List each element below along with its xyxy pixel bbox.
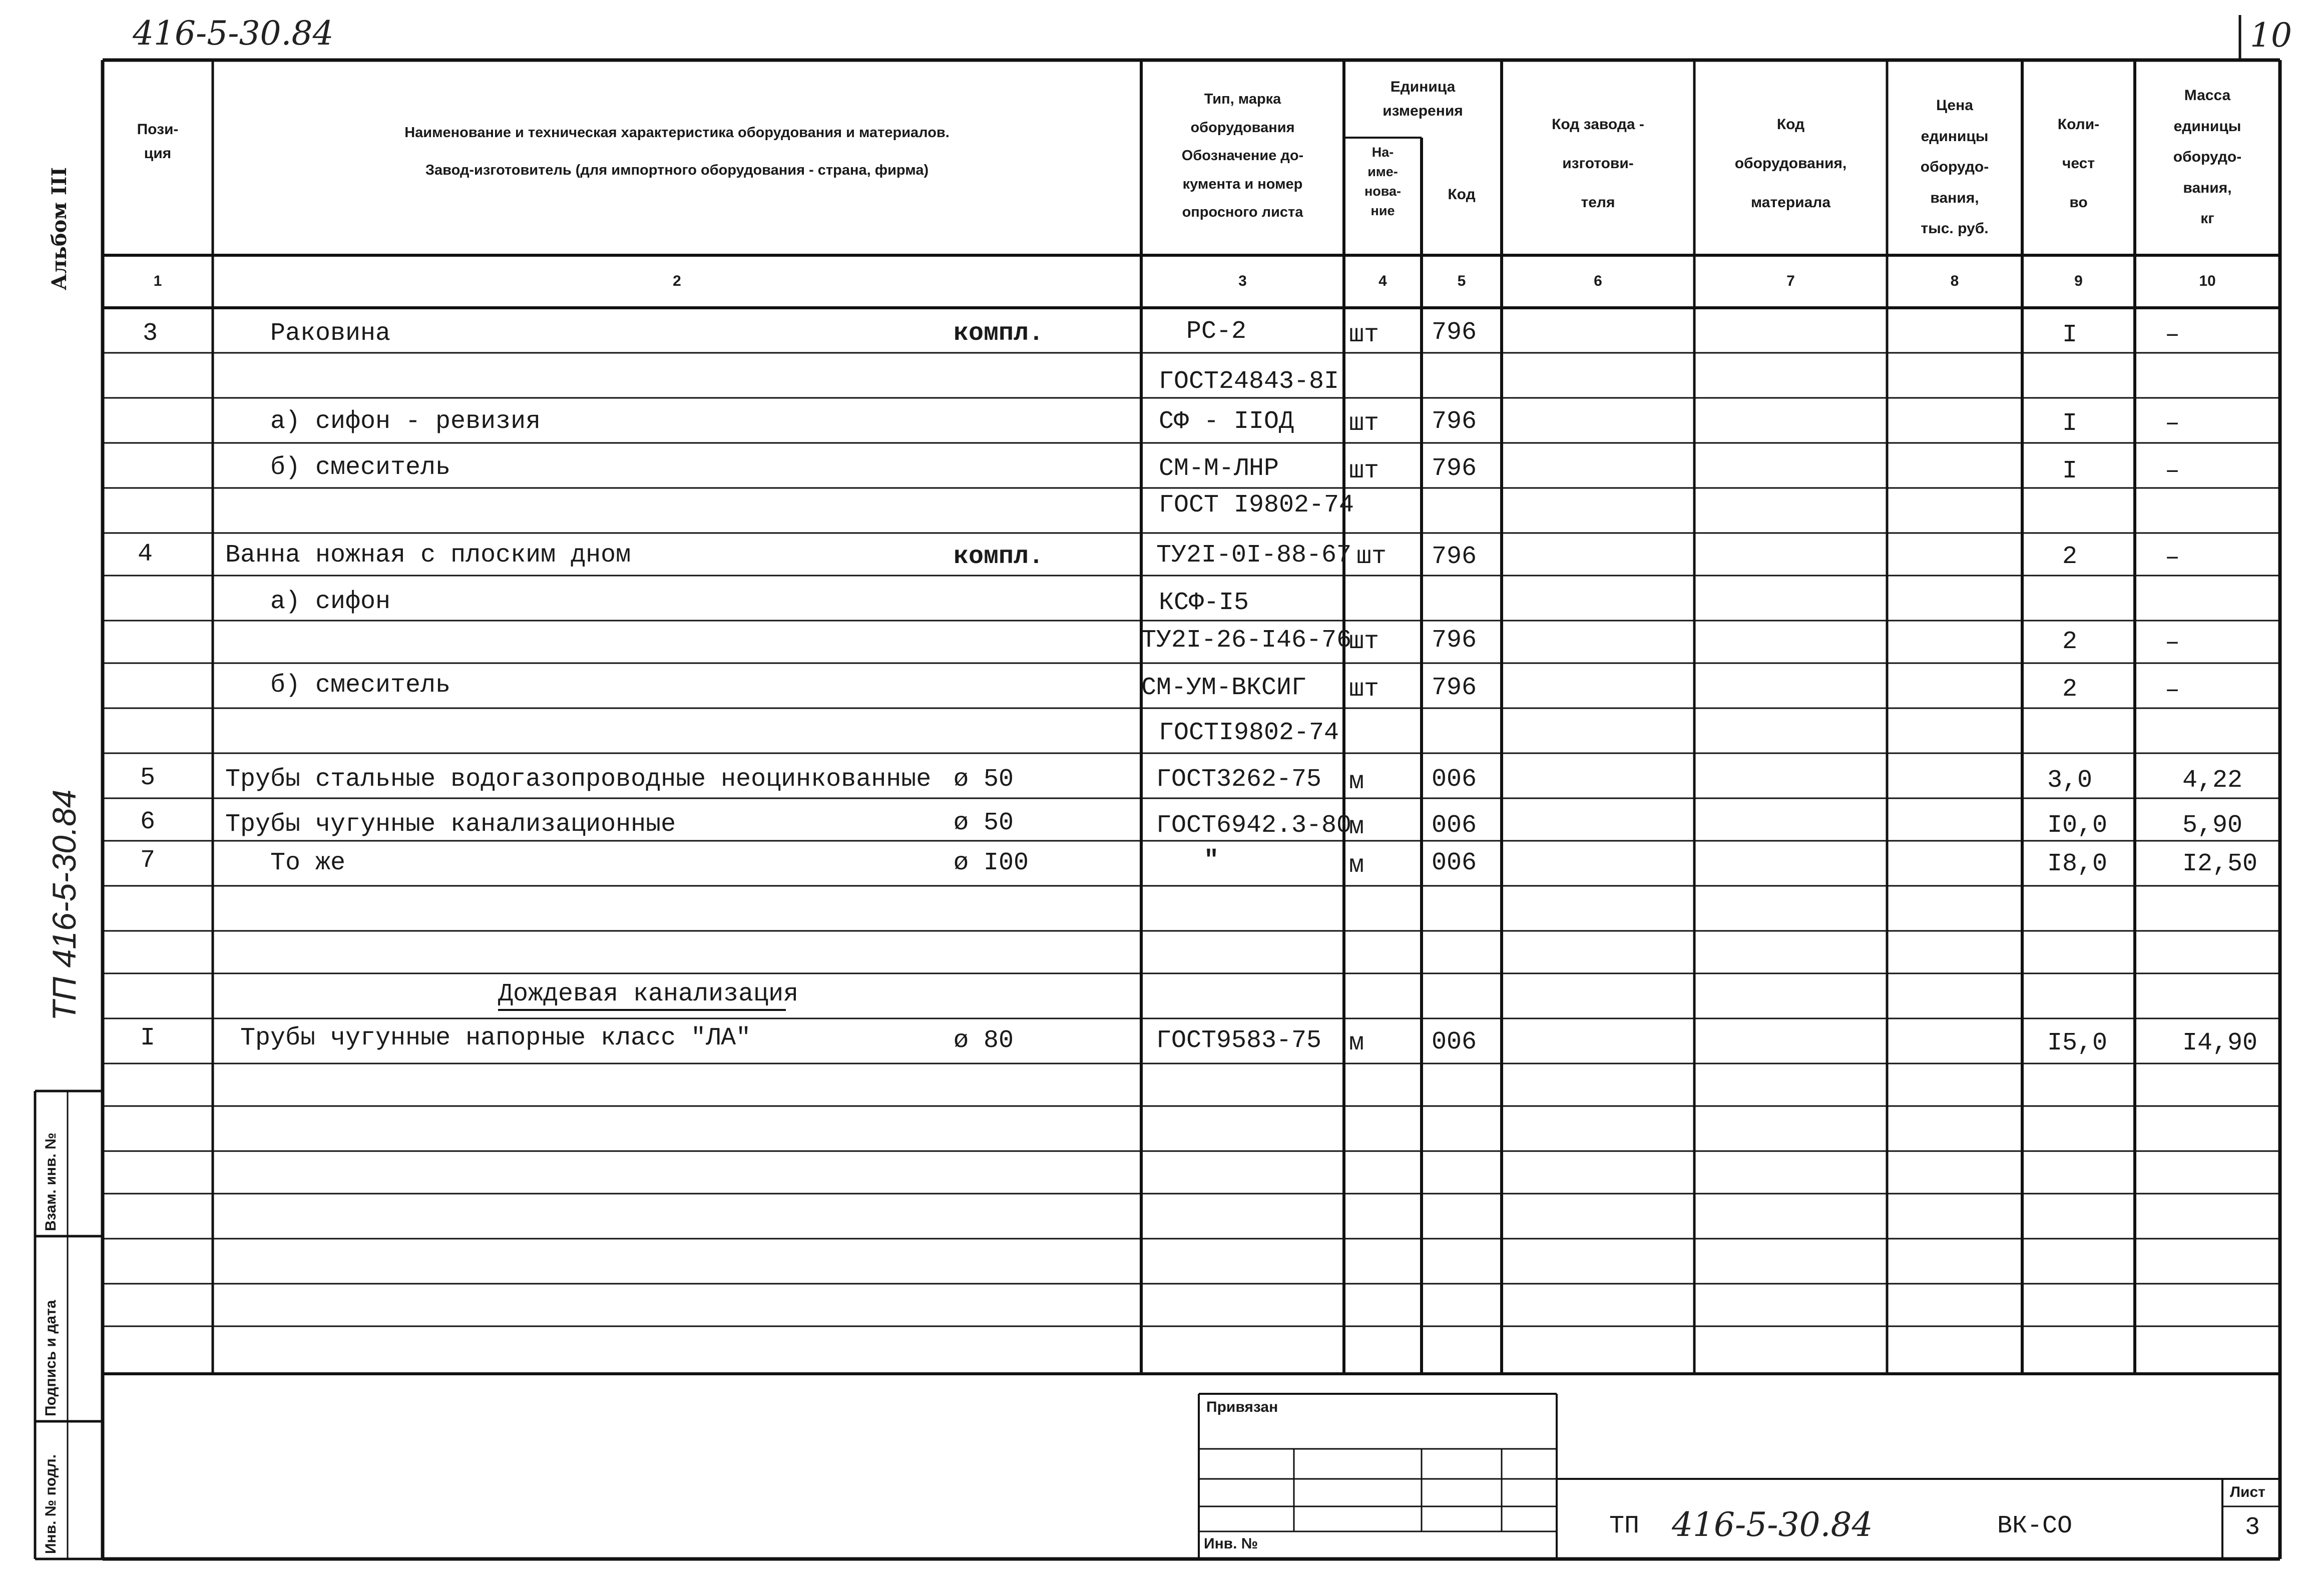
stamp-replace-inv: Взам. инв. №: [43, 1133, 59, 1231]
header-unit-code: Код: [1448, 186, 1476, 203]
row-type: ГОСТ6942.3-80: [1156, 811, 1352, 840]
header-factory-code: Код завода - изготови- теля: [1552, 116, 1644, 211]
album-label: Альбом III: [48, 167, 71, 290]
row-code: 006: [1432, 765, 1477, 794]
stamp-privyazan: Привязан: [1206, 1399, 1278, 1415]
row-qty: 2: [2062, 628, 2078, 656]
row-mass: –: [2165, 409, 2180, 438]
header-price: Цена единицы оборудо- вания, тыс. руб.: [1920, 97, 1989, 237]
header-type-mark: Тип, марка оборудования Обозначение до- кумента и номер опросного листа: [1181, 91, 1304, 221]
row-mass: –: [2165, 676, 2180, 705]
row-unit: м: [1349, 1029, 1364, 1057]
header-unit-mass: Масса единицы оборудо- вания, кг: [2173, 87, 2242, 227]
header-position: Пози- ция: [137, 121, 179, 162]
stamp-inv-no: Инв. №: [1204, 1535, 1258, 1552]
row-type: КСФ-I5: [1159, 589, 1249, 617]
row-unit: м: [1349, 851, 1364, 880]
row-extra: ø 50: [954, 765, 1014, 794]
row-mass: –: [2165, 629, 2180, 657]
row-unit: шт: [1349, 628, 1379, 656]
row-unit: шт: [1349, 321, 1379, 349]
header-material-code: Код оборудования, материала: [1734, 116, 1847, 211]
section-heading: Дождевая канализация: [498, 980, 799, 1008]
row-extra: компл.: [954, 319, 1044, 348]
column-number: 3: [1238, 273, 1247, 289]
row-qty: I: [2062, 457, 2078, 485]
header-unit-group: Единица измерения: [1382, 79, 1463, 119]
column-number: 9: [2074, 273, 2083, 289]
row-code: 796: [1432, 674, 1477, 702]
title-tp: ТП: [1609, 1512, 1640, 1540]
column-number: 2: [673, 273, 681, 289]
row-unit: шт: [1349, 675, 1379, 704]
row-mass: 5,90: [2182, 811, 2243, 840]
header-unit-name: На- име- нова- ние: [1364, 145, 1402, 219]
title-mark: ВК-СО: [1997, 1512, 2073, 1540]
column-number: 10: [2199, 273, 2216, 289]
row-code: 796: [1432, 626, 1477, 655]
row-qty: I: [2062, 321, 2078, 349]
row-qty: 2: [2062, 543, 2078, 571]
row-name: б) смеситель: [270, 671, 451, 700]
row-type-ditto: ": [1204, 846, 1219, 875]
row-mass: –: [2165, 544, 2180, 572]
row-code: 796: [1432, 543, 1477, 571]
column-number: 8: [1950, 273, 1959, 289]
row-qty: I: [2062, 409, 2078, 438]
row-name: а) сифон: [270, 588, 391, 616]
header-quantity: Коли- чест во: [2057, 116, 2100, 211]
row-unit: м: [1349, 768, 1364, 796]
row-type: СМ-УМ-ВКСИГ: [1141, 674, 1307, 702]
row-position: 3: [143, 319, 158, 348]
row-name: Трубы чугунные канализационные: [225, 810, 676, 839]
row-name: Раковина: [270, 319, 391, 348]
row-unit: м: [1349, 813, 1364, 841]
column-number: 5: [1457, 273, 1466, 289]
row-type: СМ-М-ЛНР: [1159, 454, 1279, 483]
row-unit: шт: [1349, 409, 1379, 438]
column-number: 1: [153, 273, 162, 289]
row-extra: ø 50: [954, 809, 1014, 837]
row-type: ГОСТ3262-75: [1156, 765, 1322, 794]
column-number: 6: [1594, 273, 1602, 289]
row-name: Трубы стальные водогазопроводные неоцинкованные: [225, 765, 932, 794]
row-name: б) смеситель: [270, 453, 451, 482]
page-number: 10: [2250, 16, 2292, 55]
row-code: 006: [1432, 849, 1477, 877]
side-document-code: ТП 416-5-30.84: [46, 789, 83, 1021]
row-position: 5: [140, 764, 156, 792]
row-position: I: [140, 1024, 156, 1052]
row-qty: 3,0: [2047, 766, 2093, 795]
row-unit: шт: [1349, 457, 1379, 485]
row-qty: I5,0: [2047, 1029, 2108, 1057]
row-mass: 4,22: [2182, 766, 2243, 795]
stamp-inv-original: Инв. № подл.: [43, 1454, 59, 1554]
column-number: 7: [1786, 273, 1795, 289]
row-type: ТУ2I-0I-88-67: [1156, 541, 1352, 570]
stamp-signature-date: Подпись и дата: [43, 1300, 59, 1416]
row-code: 006: [1432, 1028, 1477, 1056]
row-extra: ø 80: [954, 1026, 1014, 1055]
row-qty: 2: [2062, 675, 2078, 704]
row-extra: компл.: [954, 543, 1044, 571]
row-name: а) сифон - ревизия: [270, 407, 541, 436]
row-code: 796: [1432, 318, 1477, 347]
row-type: РС-2: [1186, 317, 1247, 346]
row-name: Ванна ножная с плоским дном: [225, 541, 631, 570]
row-position: 6: [140, 808, 156, 836]
row-type: ТУ2I-26-I46-76: [1141, 626, 1352, 655]
row-name: Трубы чугунные напорные класс "ЛА": [240, 1024, 751, 1052]
row-code: 796: [1432, 454, 1477, 483]
row-mass: I2,50: [2182, 850, 2258, 878]
row-type: ГОСТ I9802-74: [1159, 491, 1354, 519]
document-code-top: 416-5-30.84: [133, 14, 334, 53]
row-qty: I8,0: [2047, 850, 2108, 878]
row-type: ГОСТ24843-8I: [1159, 367, 1339, 396]
header-name: Наименование и техническая характеристика оборудования и материалов. Завод-изготовитель (для импортного оборудования - страна, фирма): [404, 125, 950, 179]
row-unit: шт: [1356, 543, 1387, 571]
row-mass: –: [2165, 457, 2180, 485]
row-mass: I4,90: [2182, 1029, 2258, 1057]
sheet-number: 3: [2245, 1513, 2260, 1542]
row-type: ГОСТ9583-75: [1156, 1026, 1322, 1055]
row-code: 796: [1432, 407, 1477, 436]
column-number: 4: [1378, 273, 1387, 289]
sheet-label: Лист: [2230, 1484, 2265, 1500]
row-name: То же: [270, 849, 346, 877]
row-type: ГОСТI9802-74: [1159, 719, 1339, 747]
title-doc-number: 416-5-30.84: [1672, 1505, 1873, 1544]
row-mass: –: [2165, 321, 2180, 349]
row-type: СФ - IIОД: [1159, 407, 1294, 436]
row-qty: I0,0: [2047, 811, 2108, 840]
row-position: 7: [140, 846, 156, 875]
row-extra: ø I00: [954, 849, 1029, 877]
row-position: 4: [138, 540, 153, 569]
row-code: 006: [1432, 811, 1477, 840]
